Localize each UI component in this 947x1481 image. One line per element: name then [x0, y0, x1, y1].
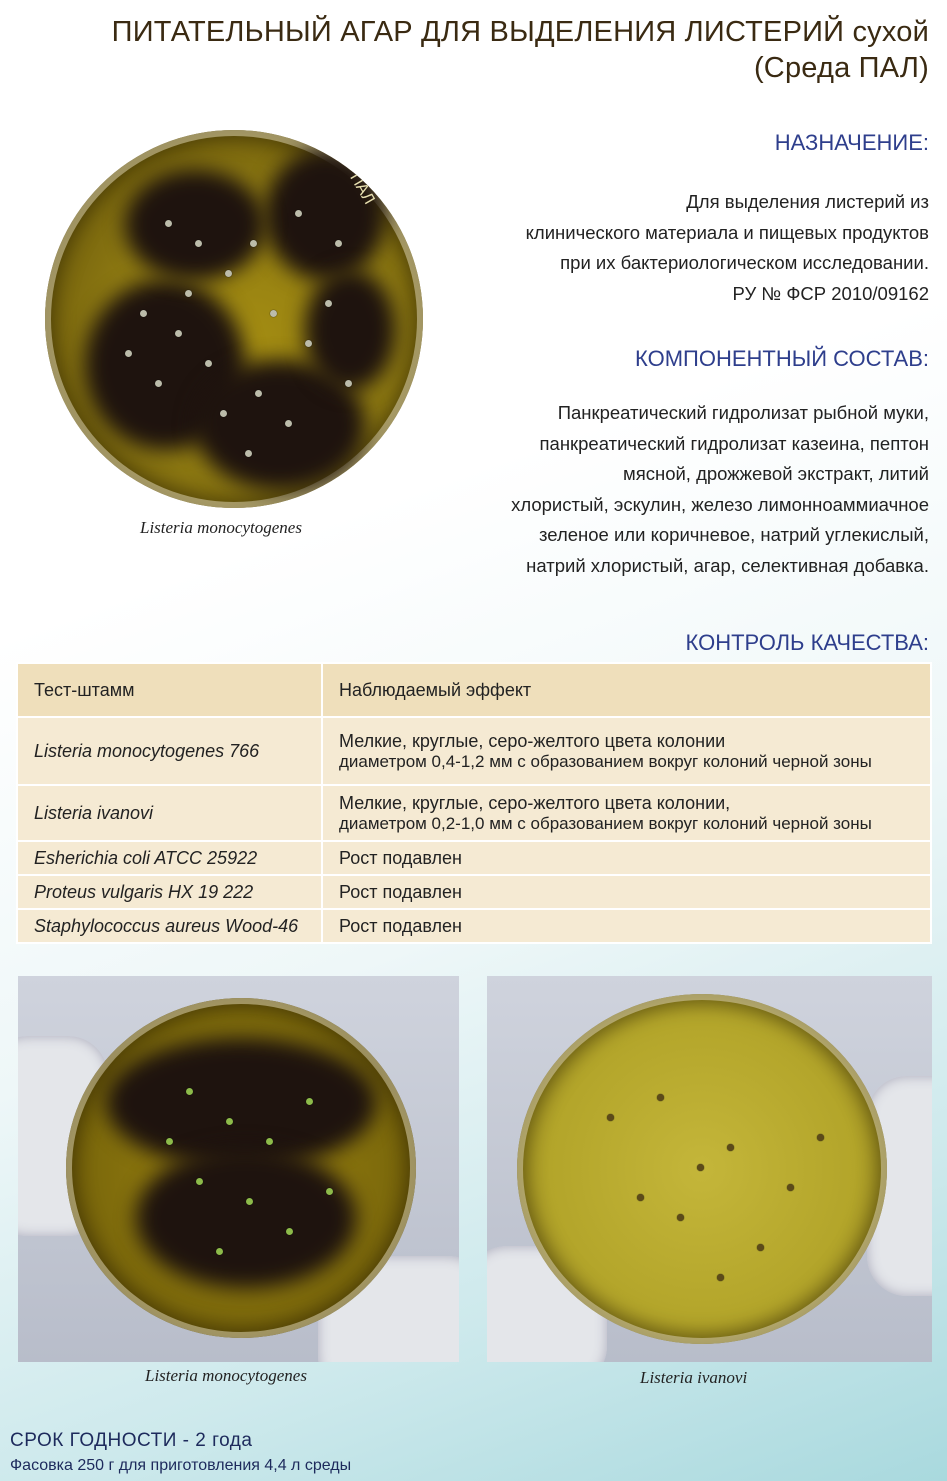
quality-heading: КОНТРОЛЬ КАЧЕСТВА:	[685, 630, 929, 655]
purpose-heading: НАЗНАЧЕНИЕ:	[774, 130, 929, 155]
composition-heading: КОМПОНЕНТНЫЙ СОСТАВ:	[635, 346, 929, 371]
effect-line: Мелкие, круглые, серо-желтого цвета колонии,	[339, 792, 731, 813]
composition-line: Панкреатический гидролизат рыбной муки,	[557, 402, 929, 423]
effect-line: диаметром 0,4-1,2 мм с образованием вокруг колоний черной зоны	[339, 751, 872, 771]
effect-cell: Рост подавлен	[322, 909, 931, 943]
packaging: Фасовка 250 г для приготовления 4,4 л среды	[10, 1457, 352, 1474]
effect-line: Мелкие, круглые, серо-желтого цвета колонии	[339, 730, 726, 751]
column-header-strain: Тест-штамм	[17, 663, 322, 717]
effect-cell	[322, 717, 931, 785]
top-petri-dish-photo	[45, 130, 423, 508]
strain-cell: Proteus vulgaris HX 19 222	[17, 875, 322, 909]
effect-cell: Рост подавлен	[322, 875, 931, 909]
title-line-2: (Среда ПАЛ)	[753, 52, 929, 84]
composition-line: панкреатический гидролизат казеина, пептон	[539, 432, 929, 454]
strain-cell: Esherichia coli ATCC 25922	[17, 841, 322, 875]
composition-text	[511, 398, 929, 581]
top-photo-caption: Listeria monocytogenes	[140, 518, 302, 537]
dish-label: ПАЛ	[346, 170, 378, 208]
table-row	[17, 875, 931, 909]
shelf-life: СРОК ГОДНОСТИ - 2 года	[10, 1430, 253, 1451]
table-header-row	[17, 663, 931, 717]
table-row	[17, 785, 931, 841]
quality-control-table	[16, 662, 932, 944]
strain-cell: Listeria monocytogenes 766	[17, 717, 322, 785]
bottom-left-caption: Listeria monocytogenes	[145, 1366, 307, 1385]
purpose-text	[526, 187, 929, 309]
bottom-right-photo	[487, 976, 932, 1362]
table-row	[17, 717, 931, 785]
petri-dish	[517, 994, 887, 1344]
composition-line: мясной, дрожжевой экстракт, литий	[622, 463, 929, 484]
petri-dish	[66, 998, 416, 1338]
purpose-line: РУ № ФСР 2010/09162	[732, 282, 929, 304]
table-row	[17, 909, 931, 943]
purpose-line: Для выделения листерий из	[686, 191, 929, 212]
effect-cell	[322, 785, 931, 841]
column-header-effect: Наблюдаемый эффект	[322, 663, 931, 717]
purpose-line: при их бактериологическом исследовании.	[560, 252, 929, 273]
purpose-line: клинического материала и пищевых продуктов	[525, 221, 929, 243]
title-line-1: ПИТАТЕЛЬНЫЙ АГАР ДЛЯ ВЫДЕЛЕНИЯ ЛИСТЕРИЙ сухой	[111, 16, 929, 48]
page-title	[49, 14, 929, 86]
strain-cell: Staphylococcus aureus Wood-46	[17, 909, 322, 943]
composition-line: натрий хлористый, агар, селективная добавка.	[526, 554, 929, 576]
effect-cell: Рост подавлен	[322, 841, 931, 875]
composition-line: хлористый, эскулин, железо лимонноаммиачное	[511, 493, 929, 515]
table-row	[17, 841, 931, 875]
effect-line: диаметром 0,2-1,0 мм с образованием вокруг колоний черной зоны	[339, 813, 872, 833]
bottom-right-caption: Listeria ivanovi	[640, 1368, 748, 1387]
strain-cell: Listeria ivanovi	[17, 785, 322, 841]
bottom-left-photo	[18, 976, 459, 1362]
composition-line: зеленое или коричневое, натрий углекислый,	[539, 524, 929, 545]
